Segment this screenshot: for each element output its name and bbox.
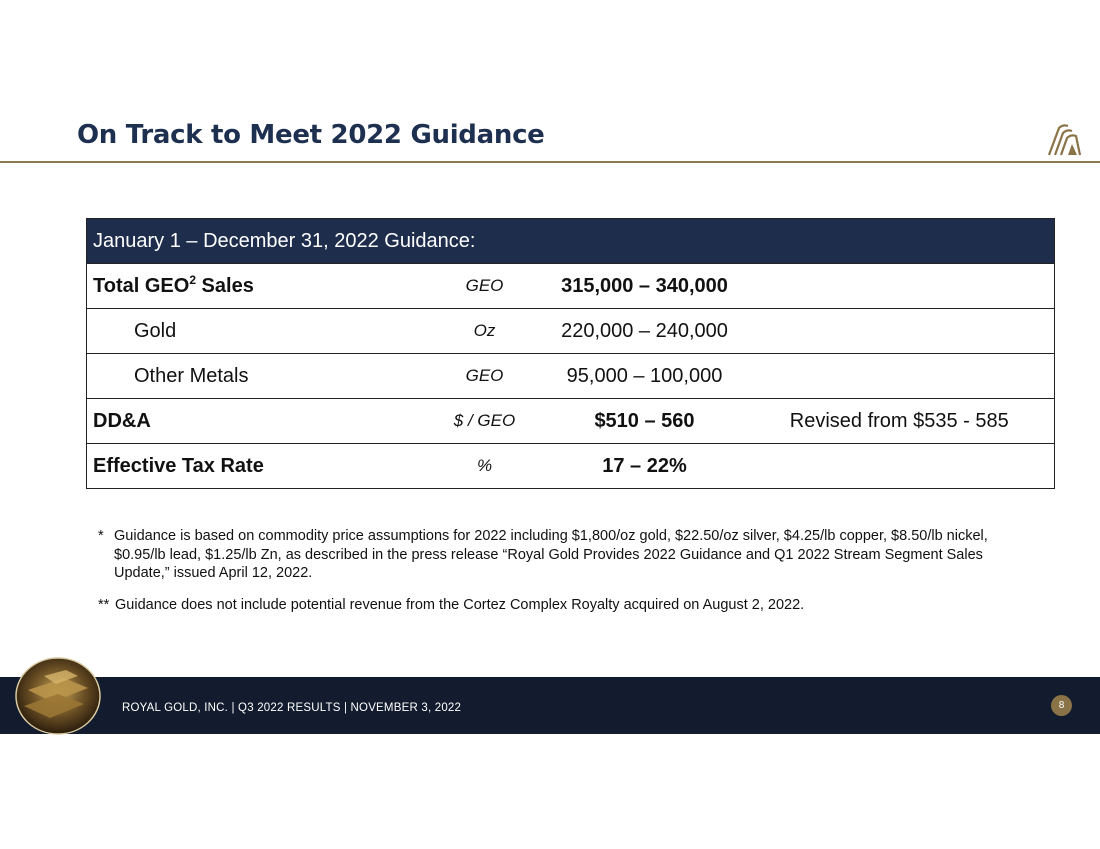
row-value: 315,000 – 340,000: [545, 264, 745, 309]
row-note: Revised from $535 - 585: [745, 399, 1055, 444]
row-value: 220,000 – 240,000: [545, 309, 745, 354]
row-unit: GEO: [425, 354, 545, 399]
page-number-badge: 8: [1051, 695, 1072, 716]
guidance-table: [86, 218, 1055, 489]
table-header-row: [87, 219, 1055, 264]
footnote-text: Guidance does not include potential revenue from the Cortez Complex Royalty acquired on August 2, 2022.: [115, 596, 805, 613]
footnote-mark: **: [98, 596, 110, 613]
slide-title: On Track to Meet 2022 Guidance: [77, 120, 545, 150]
row-value: 17 – 22%: [545, 444, 745, 489]
row-label: Other Metals: [87, 354, 425, 399]
table-row: [87, 264, 1055, 309]
row-unit: Oz: [425, 309, 545, 354]
row-label: Effective Tax Rate: [87, 444, 425, 489]
footnote-superscript: 2: [189, 272, 196, 287]
footer-bar: [0, 677, 1100, 734]
table-row: [87, 444, 1055, 489]
row-note: [745, 354, 1055, 399]
row-unit: GEO: [425, 264, 545, 309]
row-value: $510 – 560: [545, 399, 745, 444]
footnote: [98, 527, 998, 583]
row-label: DD&A: [87, 399, 425, 444]
royal-gold-logo-icon: [1046, 122, 1082, 156]
row-label: Gold: [87, 309, 425, 354]
row-label: Total GEO$^2$ Sales: [87, 264, 425, 309]
row-unit: $ / GEO: [425, 399, 545, 444]
table-row: [87, 354, 1055, 399]
footnote-mark: *: [98, 528, 104, 544]
row-note: [745, 444, 1055, 489]
gold-bars-coin-icon: [14, 656, 102, 736]
footer-text: ROYAL GOLD, INC. | Q3 2022 RESULTS | NOVEMBER 3, 2022: [122, 702, 462, 714]
footnote: [98, 596, 998, 615]
table-row: [87, 399, 1055, 444]
row-note: [745, 264, 1055, 309]
row-value: 95,000 – 100,000: [545, 354, 745, 399]
footnote-text: Guidance is based on commodity price assumptions for 2022 including $1,800/oz gold, $22.50/oz silver, $4.25/lb copper, $8.50/lb nickel, $0.95/lb lead, $1.25/lb Zn, as described in the press release “Royal Gold Provides 2022 Guidance and Q1 2022 Stream Segment Sales Update,” issued April 12, 2022.: [114, 528, 988, 581]
row-unit: %: [425, 444, 545, 489]
table-row: [87, 309, 1055, 354]
row-note: [745, 309, 1055, 354]
title-divider: [0, 161, 1100, 163]
table-header: January 1 – December 31, 2022 Guidance:: [87, 219, 1055, 264]
footnotes: [98, 527, 998, 614]
